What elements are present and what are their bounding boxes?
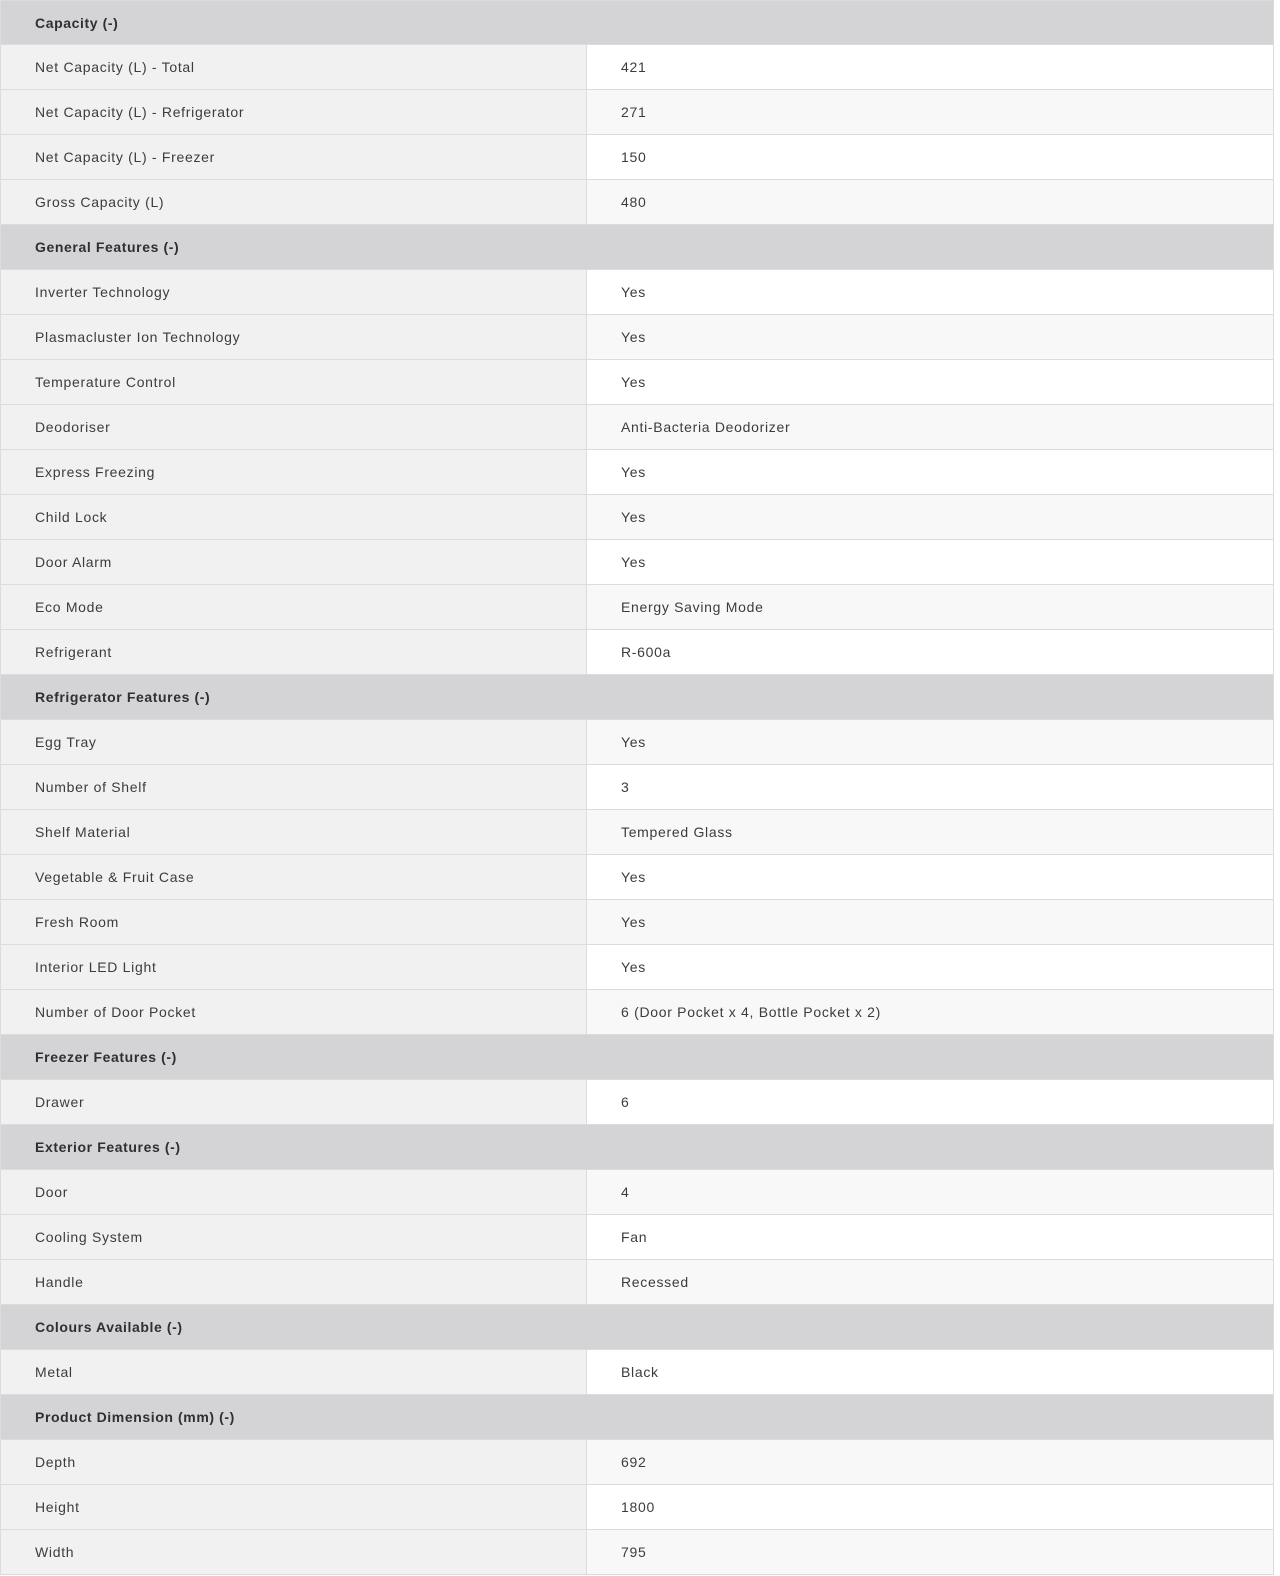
- spec-label: Temperature Control: [1, 360, 587, 404]
- section-title[interactable]: Exterior Features (-): [35, 1139, 181, 1155]
- spec-value: 1800: [587, 1485, 1273, 1529]
- section-header[interactable]: [1, 225, 1273, 270]
- spec-value: Anti-Bacteria Deodorizer: [587, 405, 1273, 449]
- spec-label: Deodoriser: [1, 405, 587, 449]
- spec-value: Yes: [587, 450, 1273, 494]
- spec-value: Yes: [587, 270, 1273, 314]
- spec-label: Door Alarm: [1, 540, 587, 584]
- spec-label: Depth: [1, 1440, 587, 1484]
- spec-label: Net Capacity (L) - Refrigerator: [1, 90, 587, 134]
- spec-label: Inverter Technology: [1, 270, 587, 314]
- spec-row: [1, 1530, 1273, 1575]
- spec-row: [1, 360, 1273, 405]
- spec-label: Child Lock: [1, 495, 587, 539]
- spec-value: Yes: [587, 855, 1273, 899]
- spec-value: Tempered Glass: [587, 810, 1273, 854]
- spec-row: [1, 810, 1273, 855]
- spec-value: Yes: [587, 360, 1273, 404]
- spec-value: Yes: [587, 720, 1273, 764]
- spec-label: Shelf Material: [1, 810, 587, 854]
- spec-row: [1, 270, 1273, 315]
- spec-row: [1, 315, 1273, 360]
- spec-label: Number of Door Pocket: [1, 990, 587, 1034]
- section-header[interactable]: [1, 1125, 1273, 1170]
- section-header[interactable]: [1, 1395, 1273, 1440]
- spec-label: Interior LED Light: [1, 945, 587, 989]
- spec-label: Egg Tray: [1, 720, 587, 764]
- spec-row: [1, 765, 1273, 810]
- spec-row: [1, 855, 1273, 900]
- spec-row: [1, 450, 1273, 495]
- spec-row: [1, 1215, 1273, 1260]
- spec-value: Energy Saving Mode: [587, 585, 1273, 629]
- spec-label: Drawer: [1, 1080, 587, 1124]
- section-title[interactable]: Capacity (-): [35, 15, 119, 31]
- section-title[interactable]: Colours Available (-): [35, 1319, 183, 1335]
- spec-row: [1, 1260, 1273, 1305]
- spec-label: Express Freezing: [1, 450, 587, 494]
- spec-value: 795: [587, 1530, 1273, 1574]
- spec-row: [1, 540, 1273, 585]
- spec-label: Cooling System: [1, 1215, 587, 1259]
- section-title[interactable]: Freezer Features (-): [35, 1049, 177, 1065]
- spec-value: 692: [587, 1440, 1273, 1484]
- spec-row: [1, 495, 1273, 540]
- spec-value: 6 (Door Pocket x 4, Bottle Pocket x 2): [587, 990, 1273, 1034]
- spec-row: [1, 720, 1273, 765]
- spec-label: Handle: [1, 1260, 587, 1304]
- spec-label: Door: [1, 1170, 587, 1214]
- spec-label: Net Capacity (L) - Total: [1, 45, 587, 89]
- spec-value: Recessed: [587, 1260, 1273, 1304]
- spec-value: Fan: [587, 1215, 1273, 1259]
- spec-value: Yes: [587, 945, 1273, 989]
- spec-row: [1, 1350, 1273, 1395]
- section-title[interactable]: Refrigerator Features (-): [35, 689, 211, 705]
- spec-row: [1, 630, 1273, 675]
- spec-label: Width: [1, 1530, 587, 1574]
- spec-label: Metal: [1, 1350, 587, 1394]
- spec-row: [1, 1485, 1273, 1530]
- spec-value: 4: [587, 1170, 1273, 1214]
- section-title[interactable]: Product Dimension (mm) (-): [35, 1409, 235, 1425]
- spec-value: 421: [587, 45, 1273, 89]
- spec-value: Yes: [587, 540, 1273, 584]
- spec-row: [1, 135, 1273, 180]
- spec-label: Gross Capacity (L): [1, 180, 587, 224]
- spec-label: Vegetable & Fruit Case: [1, 855, 587, 899]
- spec-label: Number of Shelf: [1, 765, 587, 809]
- spec-row: [1, 1440, 1273, 1485]
- spec-value: R-600a: [587, 630, 1273, 674]
- section-header[interactable]: [1, 0, 1273, 45]
- section-title[interactable]: General Features (-): [35, 239, 180, 255]
- spec-value: Black: [587, 1350, 1273, 1394]
- spec-value: 6: [587, 1080, 1273, 1124]
- spec-row: [1, 45, 1273, 90]
- spec-value: 480: [587, 180, 1273, 224]
- spec-label: Refrigerant: [1, 630, 587, 674]
- spec-row: [1, 1080, 1273, 1125]
- spec-label: Height: [1, 1485, 587, 1529]
- spec-row: [1, 900, 1273, 945]
- spec-row: [1, 180, 1273, 225]
- spec-label: Plasmacluster Ion Technology: [1, 315, 587, 359]
- spec-label: Eco Mode: [1, 585, 587, 629]
- section-header[interactable]: [1, 1305, 1273, 1350]
- spec-row: [1, 990, 1273, 1035]
- spec-value: 150: [587, 135, 1273, 179]
- spec-row: [1, 1170, 1273, 1215]
- spec-label: Fresh Room: [1, 900, 587, 944]
- spec-value: Yes: [587, 315, 1273, 359]
- section-header[interactable]: [1, 675, 1273, 720]
- spec-value: 271: [587, 90, 1273, 134]
- spec-value: Yes: [587, 900, 1273, 944]
- spec-row: [1, 405, 1273, 450]
- spec-value: Yes: [587, 495, 1273, 539]
- spec-label: Net Capacity (L) - Freezer: [1, 135, 587, 179]
- spec-value: 3: [587, 765, 1273, 809]
- spec-row: [1, 585, 1273, 630]
- section-header[interactable]: [1, 1035, 1273, 1080]
- spec-row: [1, 90, 1273, 135]
- spec-row: [1, 945, 1273, 990]
